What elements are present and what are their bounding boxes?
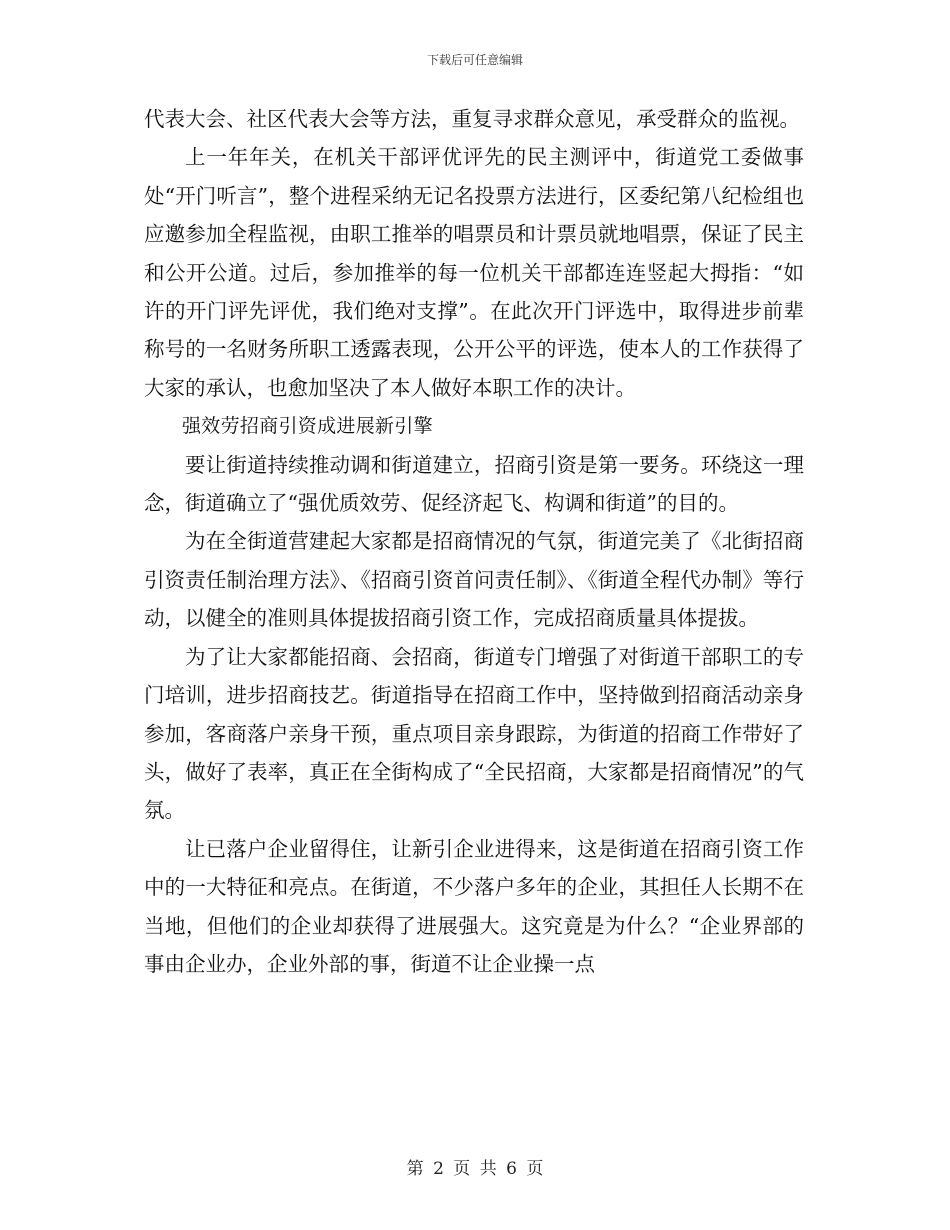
page-number: 第 2 页 共 6 页 xyxy=(406,1159,544,1179)
paragraph: 为了让大家都能招商、会招商，街道专门增强了对街道干部职工的专门培训，进步招商技艺。街道指导在招商工作中，坚持做到招商活动亲身参加，客商落户亲身干预，重点项目亲身跟踪，为街道的招商工作带好了头，做好了表率，真正在全街构成了“全民招商，大家都是招商情况”的气氛。 xyxy=(144,644,804,823)
document-body xyxy=(144,100,804,983)
page-header: 下载后可任意编辑 xyxy=(426,53,523,67)
section-heading: 强效劳招商引资成进展新引擎 xyxy=(182,415,433,438)
paragraph: 为在全街道营建起大家都是招商情况的气氛，街道完美了《北街招商引资责任制治理方法》、《招商引资首问责任制》、《街道全程代办制》等行动，以健全的准则具体提拔招商引资工作，完成招商质量具体提拔。 xyxy=(144,529,804,631)
paragraph: 要让街道持续推动调和街道建立，招商引资是第一要务。环绕这一理念，街道确立了“强优质效劳、促经济起飞、构调和街道”的目的。 xyxy=(144,452,804,516)
paragraph: 让已落户企业留得住，让新引企业进得来，这是街道在招商引资工作中的一大特征和亮点。在街道，不少落户多年的企业，其担任人长期不在当地，但他们的企业却获得了进展强大。这究竟是为什么？“企业界部的事由企业办，企业外部的事，街道不让企业操一点 xyxy=(144,836,804,976)
paragraph-continued: 代表大会、社区代表大会等方法，重复寻求群众意见，承受群众的监视。 xyxy=(144,107,800,131)
paragraph: 上一年年关，在机关干部评优评先的民主测评中，街道党工委做事处“开门听言”，整个进程采纳无记名投票方法进行，区委纪第八纪检组也应邀参加全程监视，由职工推举的唱票员和计票员就地唱票，保证了民主和公开公道。过后，参加推举的每一位机关干部都连连竖起大拇指：“如许的开门评先评优，我们绝对支撑”。在此次开门评选中，取得进步前辈称号的一名财务所职工透露表现，公开公平的评选，使本人的工作获得了大家的承认，也愈加坚决了本人做好本职工作的决计。 xyxy=(144,145,804,400)
